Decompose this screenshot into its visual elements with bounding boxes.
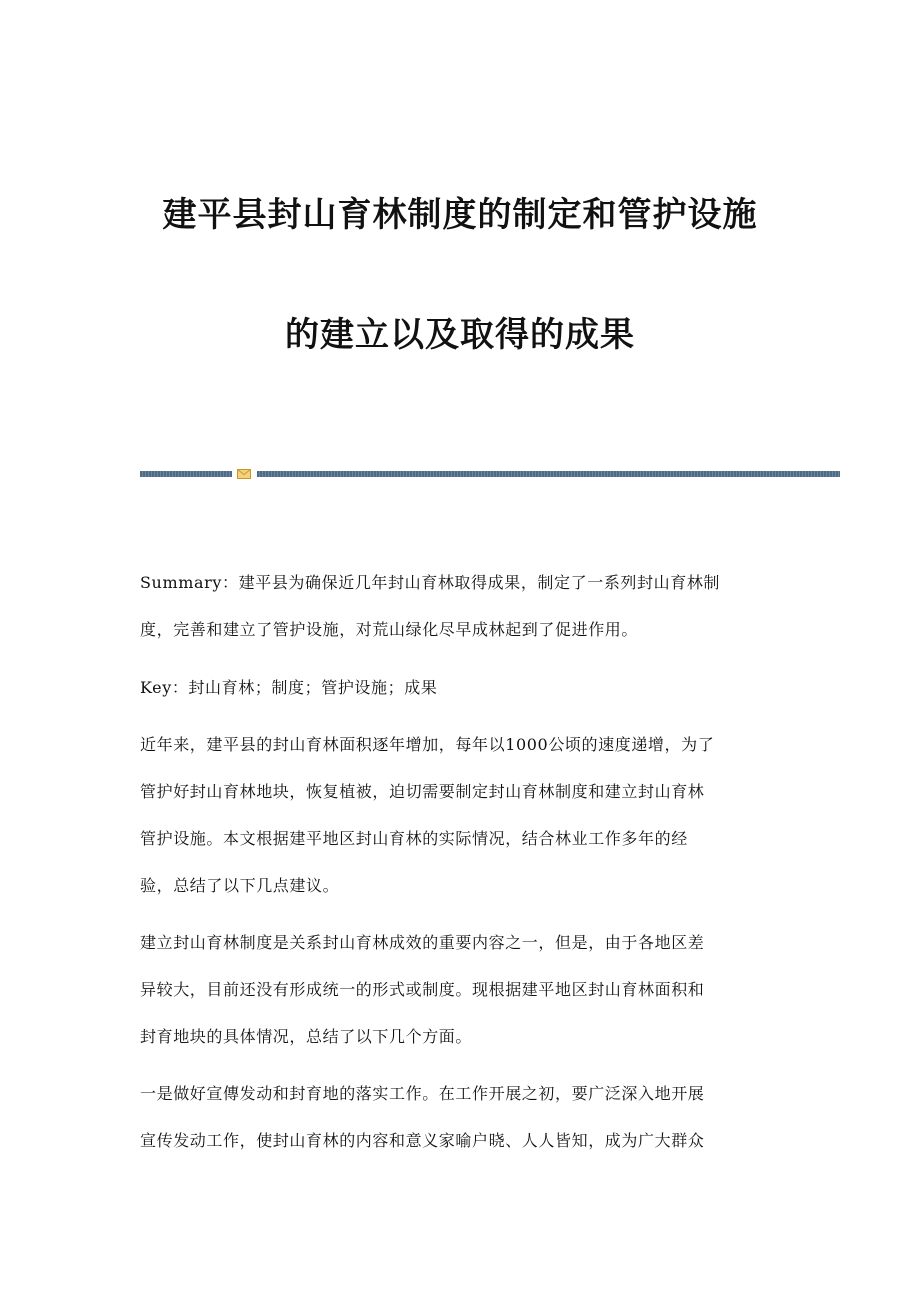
paragraph-line: 一是做好宣傳发动和封育地的落实工作。在工作开展之初，要广泛深入地开展 (140, 1084, 705, 1103)
paragraph-line: 建立封山育林制度是关系封山育林成效的重要内容之一，但是，由于各地区差 (140, 933, 705, 952)
summary-line-1: Summary：建平县为确保近几年封山育林取得成果，制定了一系列封山育林制 (140, 573, 721, 592)
paragraph-line: 管护好封山育林地块，恢复植被，迫切需要制定封山育林制度和建立封山育林 (140, 782, 705, 801)
title-divider (140, 469, 840, 479)
keywords-line: Key：封山育林；制度；管护设施；成果 (140, 678, 438, 697)
envelope-ornament-icon (237, 469, 251, 479)
document-title-line-1: 建平县封山育林制度的制定和管护设施 (162, 195, 758, 235)
paragraph-line: 管护设施。本文根据建平地区封山育林的实际情况，结合林业工作多年的经 (140, 829, 688, 848)
paragraph-line: 封育地块的具体情况，总结了以下几个方面。 (140, 1027, 473, 1046)
divider-bar-left (140, 471, 232, 477)
document-title-line-2: 的建立以及取得的成果 (285, 315, 635, 355)
divider-bar-right (257, 471, 840, 477)
summary-line-2: 度，完善和建立了管护设施，对荒山绿化尽早成林起到了促进作用。 (140, 620, 639, 639)
paragraph-line: 宣传发动工作，使封山育林的内容和意义家喻户晓、人人皆知，成为广大群众 (140, 1131, 705, 1150)
paragraph-line: 近年来，建平县的封山育林面积逐年增加，每年以1000公顷的速度递增，为了 (140, 735, 715, 754)
paragraph-line: 验，总结了以下几点建议。 (140, 876, 340, 895)
paragraph-line: 异较大，目前还没有形成统一的形式或制度。现根据建平地区封山育林面积和 (140, 980, 705, 999)
